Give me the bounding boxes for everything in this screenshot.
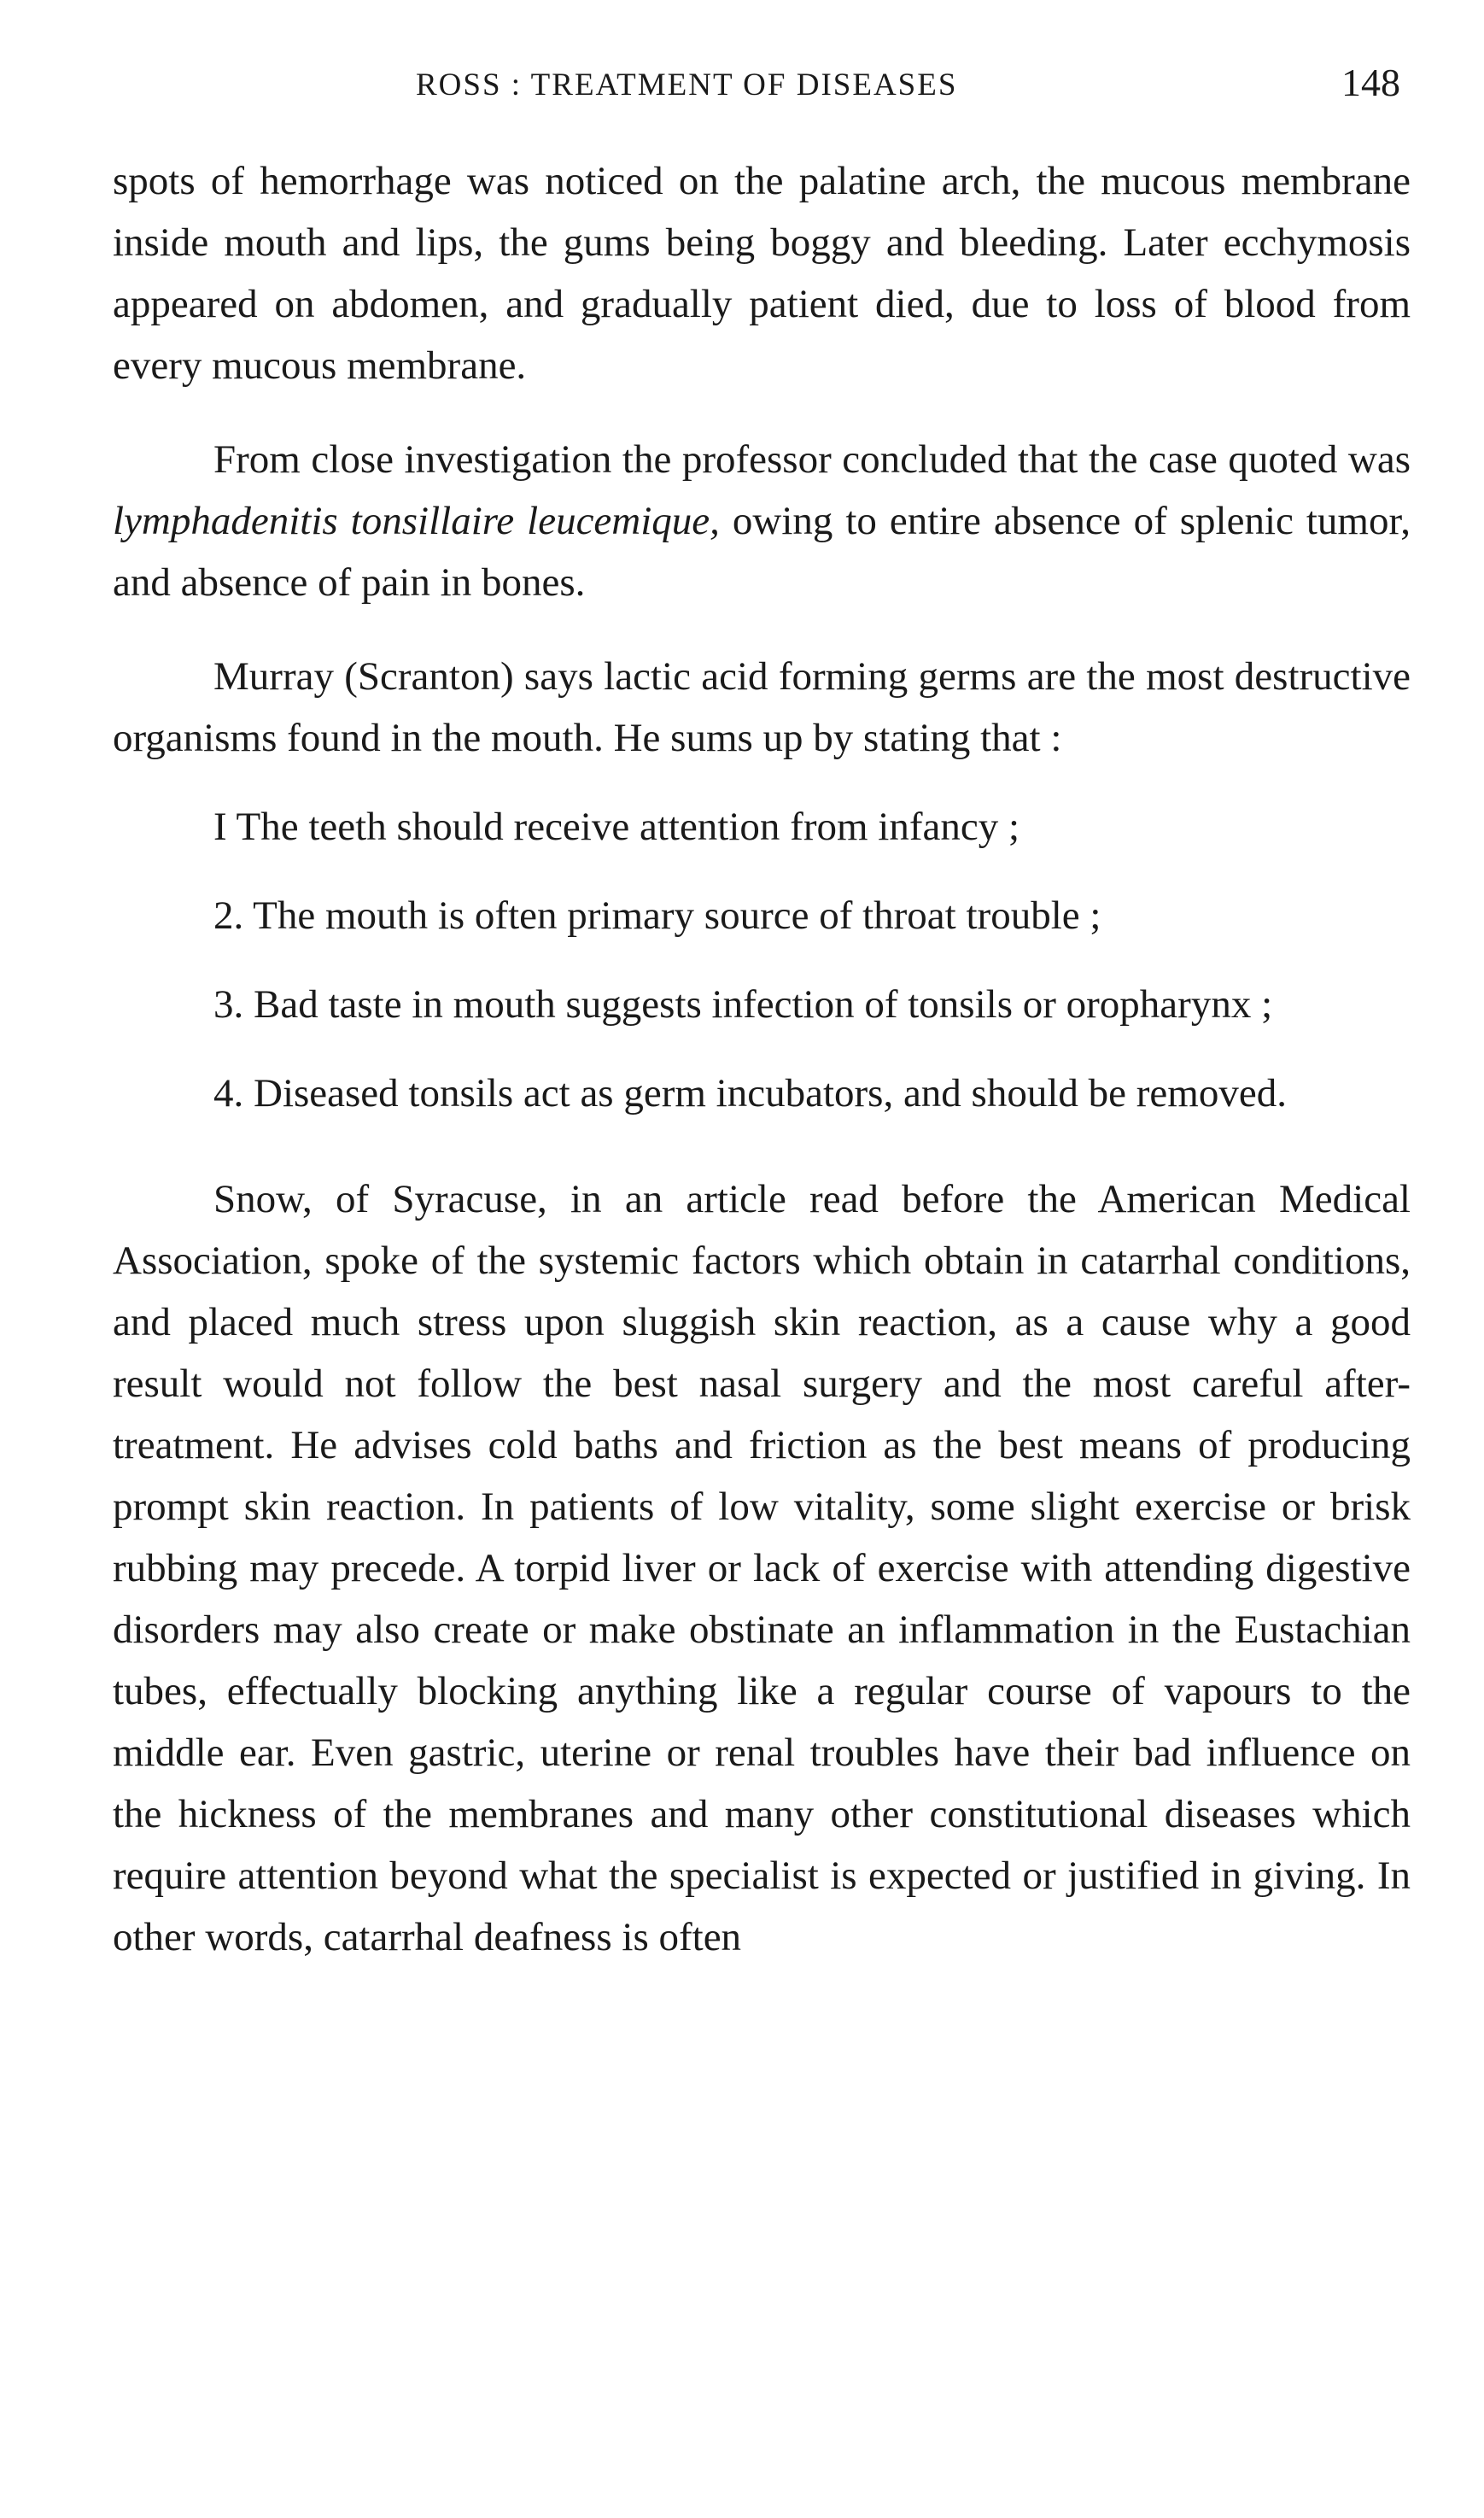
paragraph-murray: Murray (Scranton) says lactic acid forming germs are the most destructive organisms found in the mouth. He sums up by stating that : [113, 654, 1411, 760]
paragraph-snow: Snow, of Syracuse, in an article read before the American Medical Association, spoke of the systemic factors which obtain in catarrhal conditions, and placed much stress upon sluggish skin reaction, as a cause why a good result would not follow the best nasal surgery and the most careful after-treatment. He advises cold baths and friction as the best means of producing prompt skin reaction. In patients of low vitality, some slight exercise or brisk rubbing may precede. A torpid liver or lack of exercise with attending digestive disorders may also create or make obstinate an inflammation in the Eustachian tubes, effectually blocking anything like a regular course of vapours to the middle ear. Even gastric, uterine or renal troubles have their bad influence on the hickness of the membranes and many other constitutional diseases which require attention beyond what the specialist is expected or justified in giving. In other words, catarrhal deafness is often [113, 1177, 1411, 1959]
diagnosis-term: lymphadenitis tonsillaire leucemique, [113, 499, 720, 543]
list-item-4: 4. Diseased tonsils act as germ incubators, and should be removed. [213, 1071, 1287, 1116]
paragraph-diagnosis-text-2: owing to entire absence of splenic tumor, and absence of pain in bones. [113, 499, 1411, 605]
list-item-3: 3. Bad taste in mouth suggests infection of tonsils or oropharynx ; [213, 982, 1273, 1027]
list-item-2: 2. The mouth is often primary source of throat trouble ; [213, 893, 1101, 938]
running-head [113, 60, 1411, 111]
book-page [113, 60, 1411, 1968]
paragraph-diagnosis [113, 429, 1411, 613]
list-item-1: I The teeth should receive attention from infancy ; [213, 805, 1020, 849]
paragraph-hemorrhage: spots of hemorrhage was noticed on the palatine arch, the mucous membrane inside mouth and lips, the gums being boggy and bleeding. Later ecchymosis appeared on abdomen, and gradually patient died, due to loss of blood from every mucous membrane. [113, 159, 1411, 388]
paragraph-diagnosis-text-1: From close investigation the professor concluded that the case quoted was [213, 437, 1411, 482]
page-number: 148 [1341, 61, 1400, 104]
running-title: ROSS : TREATMENT OF DISEASES [416, 67, 958, 102]
